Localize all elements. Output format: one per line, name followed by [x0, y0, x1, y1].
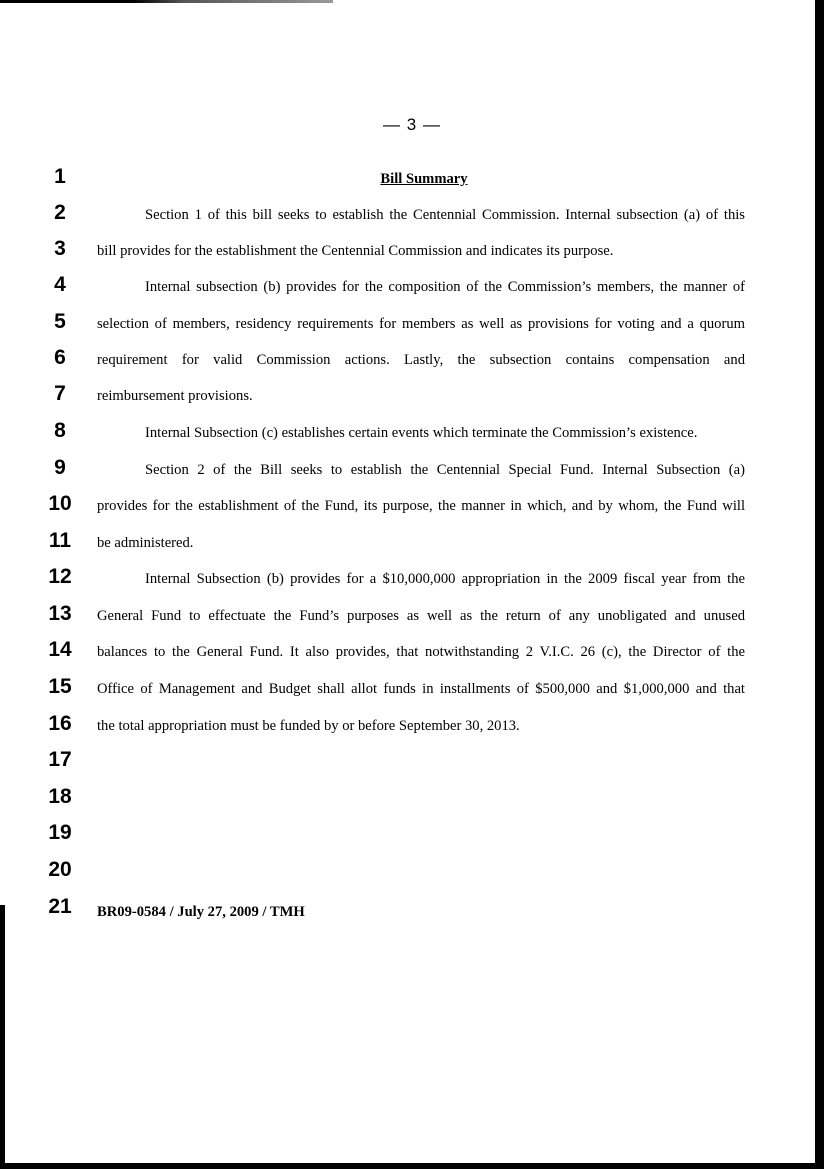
- line-19: [0, 821, 824, 860]
- line-17: [0, 748, 824, 787]
- line-number: 2: [54, 201, 66, 224]
- line-text: Internal subsection (b) provides for the composition of the Commission’s members, the manner of: [145, 279, 745, 295]
- line-9: [0, 456, 824, 495]
- line-4: [0, 273, 824, 312]
- line-number: 21: [48, 895, 72, 918]
- line-number: 11: [48, 529, 72, 552]
- line-8: [0, 419, 824, 458]
- line-1: [0, 165, 824, 204]
- line-number: 9: [54, 456, 66, 479]
- line-text: the total appropriation must be funded by or before September 30, 2013.: [97, 718, 520, 734]
- line-number: 8: [54, 419, 66, 442]
- line-number: 15: [48, 675, 72, 698]
- line-text: requirement for valid Commission actions. Lastly, the subsection contains compensation and: [97, 352, 745, 368]
- line-text: balances to the General Fund. It also provides, that notwithstanding 2 V.I.C. 26 (c), the Director of the: [97, 644, 745, 660]
- document-title: Bill Summary: [380, 171, 468, 187]
- line-text: selection of members, residency requirements for members as well as provisions for voting and a quorum: [97, 316, 745, 332]
- line-18: [0, 785, 824, 824]
- line-text: General Fund to effectuate the Fund’s purposes as well as the return of any unobligated and unused: [97, 608, 745, 624]
- line-3: [0, 237, 824, 276]
- line-15: [0, 675, 824, 714]
- line-text: Office of Management and Budget shall allot funds in installments of $500,000 and $1,000,000 and that: [97, 681, 745, 697]
- line-number: 7: [54, 382, 66, 405]
- line-number: 10: [48, 492, 72, 515]
- line-text: provides for the establishment of the Fund, its purpose, the manner in which, and by whom, the Fund will: [97, 498, 745, 514]
- line-10: [0, 492, 824, 531]
- line-number: 12: [48, 565, 72, 588]
- scan-edge-left: [0, 905, 5, 1169]
- line-number: 19: [48, 821, 72, 844]
- line-16: [0, 712, 824, 751]
- line-14: [0, 638, 824, 677]
- line-number: 5: [54, 310, 66, 333]
- line-number: 17: [48, 748, 72, 771]
- line-number: 4: [54, 273, 66, 296]
- line-number: 13: [48, 602, 72, 625]
- line-5: [0, 310, 824, 349]
- line-text: Internal Subsection (c) establishes certain events which terminate the Commission’s existence.: [145, 425, 698, 441]
- line-text: Section 1 of this bill seeks to establish the Centennial Commission. Internal subsection (a) of this: [145, 207, 745, 223]
- line-2: [0, 201, 824, 240]
- line-number: 6: [54, 346, 66, 369]
- line-number: 18: [48, 785, 72, 808]
- line-12: [0, 565, 824, 604]
- line-7: [0, 382, 824, 421]
- line-11: [0, 529, 824, 568]
- line-number: 3: [54, 237, 66, 260]
- scan-edge-top: [0, 0, 333, 3]
- line-20: [0, 858, 824, 897]
- line-text: Internal Subsection (b) provides for a $10,000,000 appropriation in the 2009 fiscal year from the: [145, 571, 745, 587]
- line-6: [0, 346, 824, 385]
- scan-edge-bottom: [0, 1163, 824, 1169]
- line-text: be administered.: [97, 535, 194, 551]
- line-number: 20: [48, 858, 72, 881]
- line-text: bill provides for the establishment the Centennial Commission and indicates its purpose.: [97, 243, 614, 259]
- page-number: — 3 —: [383, 115, 441, 134]
- bill-reference-footer: BR09-0584 / July 27, 2009 / TMH: [97, 904, 305, 920]
- line-number: 14: [48, 638, 72, 661]
- line-21: [0, 895, 824, 934]
- line-text: Section 2 of the Bill seeks to establish the Centennial Special Fund. Internal Subsection (a): [145, 462, 745, 478]
- line-number: 16: [48, 712, 72, 735]
- line-13: [0, 602, 824, 641]
- line-text: reimbursement provisions.: [97, 388, 253, 404]
- line-number: 1: [54, 165, 66, 188]
